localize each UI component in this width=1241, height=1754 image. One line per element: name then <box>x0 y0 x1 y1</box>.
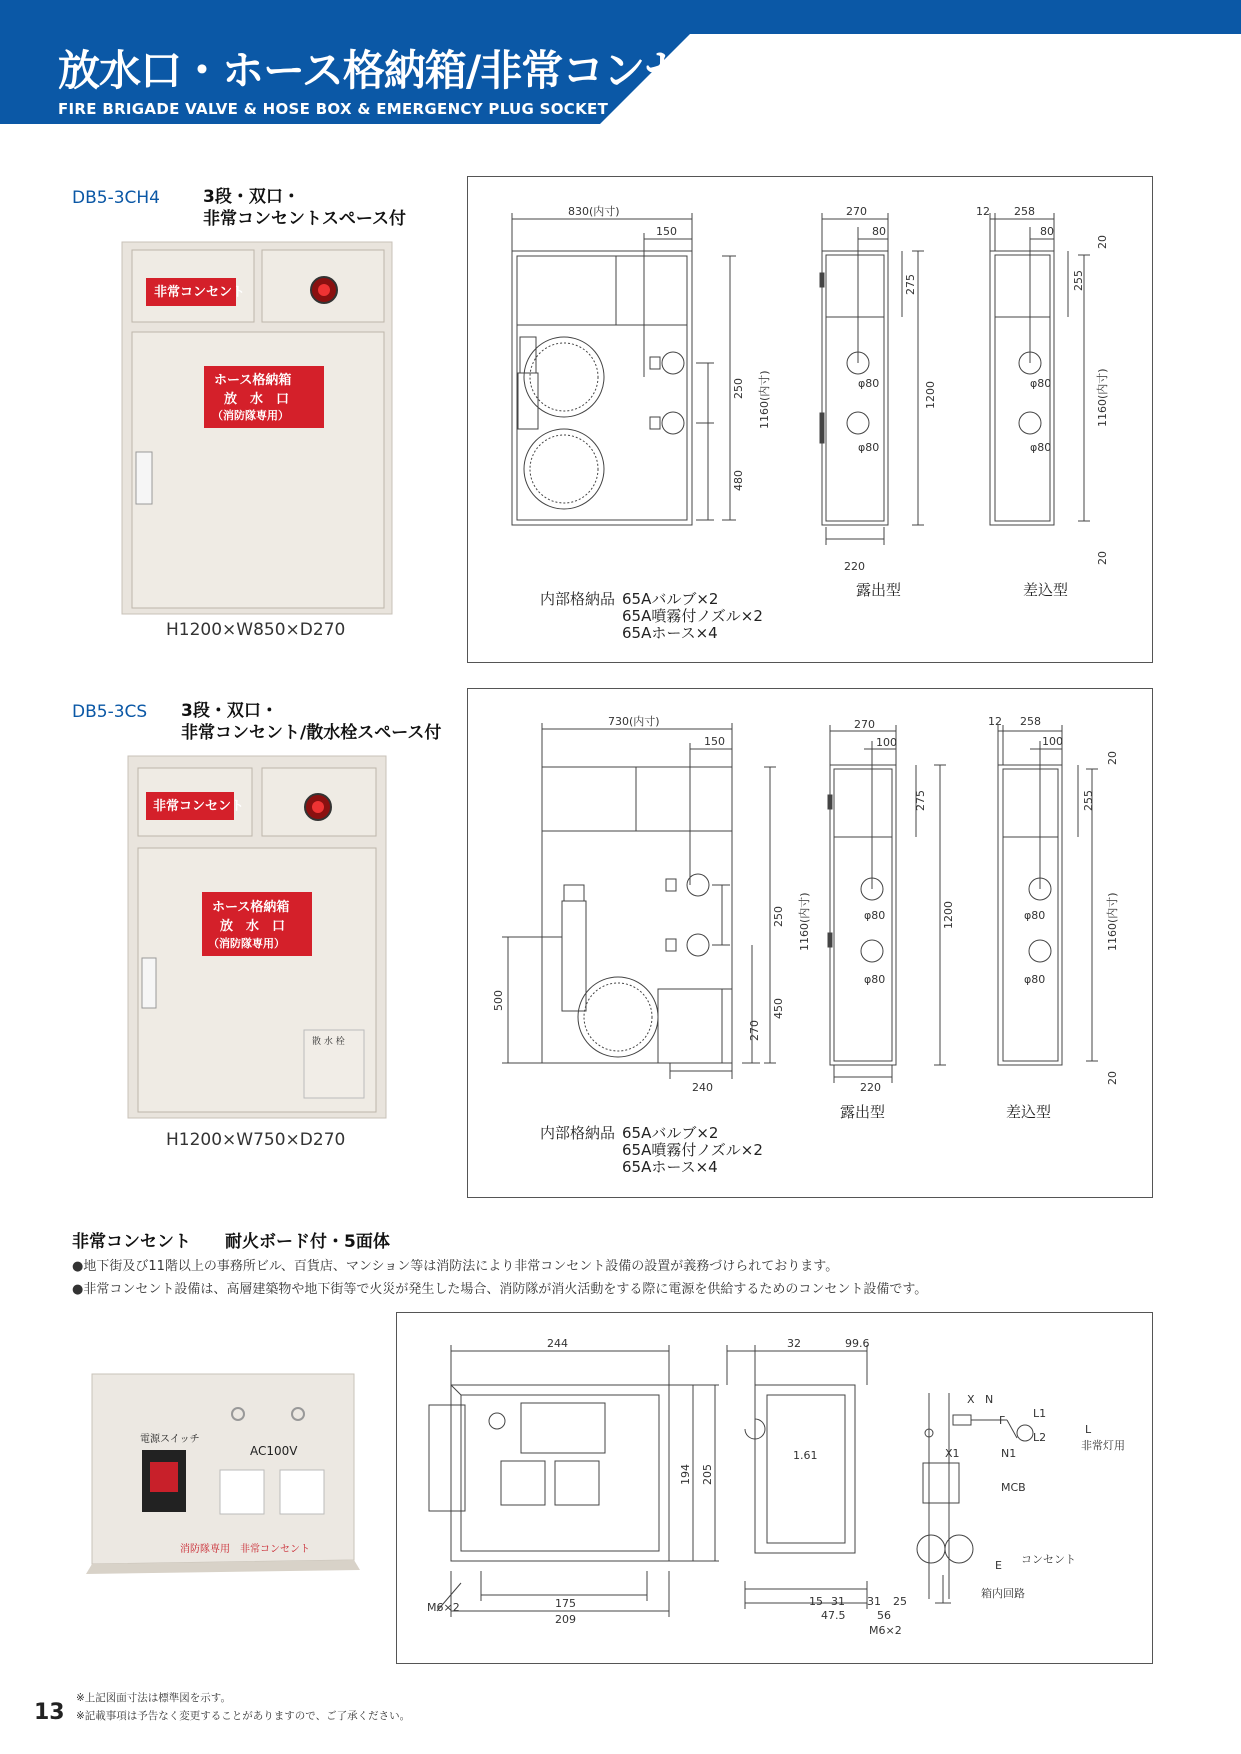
product-1-dim-480: 480 <box>732 470 745 491</box>
product-2-dim-240: 240 <box>692 1081 713 1094</box>
circuit-lamp: 非常灯用 <box>1081 1439 1125 1452</box>
footer-note-2: ※記載事項は予告なく変更することがありますので、ご了承ください。 <box>76 1710 411 1722</box>
product-1-dim-width: 830(内寸) <box>568 205 620 218</box>
product-1-photo <box>118 240 398 620</box>
outlet-dim-175: 175 <box>555 1597 576 1610</box>
product-1-flush-20-bot: 20 <box>1096 551 1109 565</box>
product-1-side-275: 275 <box>904 274 917 295</box>
product-2-contents-3: 65Aホース×4 <box>622 1158 718 1176</box>
page-subtitle: FIRE BRIGADE VALVE & HOSE BOX & EMERGENCY PLUG SOCKET <box>58 100 609 118</box>
product-2-door-label-1: ホース格納箱 <box>212 900 290 915</box>
product-2-side-275: 275 <box>914 790 927 811</box>
product-2-door-label-2: 放 水 口 <box>220 919 286 934</box>
product-1-side-phi-1: φ80 <box>858 377 880 390</box>
product-2-side-100: 100 <box>876 736 897 749</box>
outlet-section-title: 非常コンセント 耐火ボード付・5面体 <box>72 1232 390 1252</box>
outlet-dim-194: 194 <box>679 1464 692 1485</box>
product-2-dim-1160: 1160(内寸) <box>798 892 811 951</box>
product-1-desc-1: 3段・双口・ <box>203 187 300 207</box>
product-2-contents-title: 内部格納品 <box>540 1124 616 1142</box>
product-1-contents-1: 65Aバルブ×2 <box>622 590 719 608</box>
outlet-photo <box>84 1364 364 1576</box>
product-1-flush-80: 80 <box>1040 225 1054 238</box>
product-1-flush-1160: 1160(内寸) <box>1096 368 1109 427</box>
product-2-label-flush: 差込型 <box>1006 1103 1052 1121</box>
circuit-l: L <box>1085 1423 1092 1436</box>
product-2-flush-1160: 1160(内寸) <box>1106 892 1119 951</box>
product-2-flush-phi-1: φ80 <box>1024 909 1046 922</box>
circuit-n: N <box>985 1393 994 1406</box>
product-1-door-label-3: （消防隊専用） <box>212 409 289 422</box>
circuit-l2: L2 <box>1033 1431 1047 1444</box>
circuit-n1: N1 <box>1001 1447 1017 1460</box>
outlet-dim-56: 56 <box>877 1609 891 1622</box>
outlet-dim-244: 244 <box>547 1337 568 1350</box>
product-2-desc-1: 3段・双口・ <box>181 701 278 721</box>
footer-note-1: ※上記図面寸法は標準図を示す。 <box>76 1692 231 1704</box>
circuit-f: F <box>999 1414 1006 1427</box>
product-2-contents-1: 65Aバルブ×2 <box>622 1124 719 1142</box>
product-1-contents-2: 65A噴霧付ノズル×2 <box>622 607 763 625</box>
product-1-door-label-1: ホース格納箱 <box>214 373 292 388</box>
product-2-door-label-3: （消防隊専用） <box>208 937 285 950</box>
product-1-side-270: 270 <box>846 205 867 218</box>
product-2-sub-label: 散 水 栓 <box>312 1037 345 1047</box>
outlet-bullet-1: ●地下街及び11階以上の事務所ビル、百貨店、マンション等は消防法により非常コンセント設備の設置が義務づけられております。 <box>72 1259 839 1274</box>
product-1-side-phi-2: φ80 <box>858 441 880 454</box>
product-1-size: H1200×W850×D270 <box>166 620 346 640</box>
product-1-side-1200: 1200 <box>924 381 937 409</box>
product-1-desc-2: 非常コンセントスペース付 <box>203 209 406 229</box>
product-2-dim-250: 250 <box>772 906 785 927</box>
product-2-desc-2: 非常コンセント/散水栓スペース付 <box>181 723 442 743</box>
circuit-x: X <box>967 1393 975 1406</box>
product-1-label-exposed: 露出型 <box>856 581 902 599</box>
outlet-photo-bottom-label: 消防隊専用 非常コンセント <box>180 1544 310 1555</box>
outlet-drawing <box>397 1313 1152 1663</box>
product-2-side-220: 220 <box>860 1081 881 1094</box>
product-1-side-80: 80 <box>872 225 886 238</box>
outlet-dim-205: 205 <box>701 1464 714 1485</box>
outlet-dim-25: 25 <box>893 1595 907 1608</box>
product-2-size: H1200×W750×D270 <box>166 1130 346 1150</box>
product-2-panel-label: 非常コンセント <box>153 799 245 814</box>
product-2-contents-2: 65A噴霧付ノズル×2 <box>622 1141 763 1159</box>
product-1-flush-12: 12 <box>976 205 990 218</box>
product-1-dim-150: 150 <box>656 225 677 238</box>
outlet-dim-996: 99.6 <box>845 1337 870 1350</box>
product-2-flush-12: 12 <box>988 715 1002 728</box>
circuit-x1: X1 <box>945 1447 960 1460</box>
outlet-dim-15: 15 <box>809 1595 823 1608</box>
page-title: 放水口・ホース格納箱/非常コンセント <box>58 46 768 95</box>
product-2-flush-20-bot: 20 <box>1106 1071 1119 1085</box>
product-1-panel-label: 非常コンセント <box>154 285 246 300</box>
product-1-dim-250: 250 <box>732 378 745 399</box>
product-1-model: DB5-3CH4 <box>72 188 160 208</box>
outlet-photo-switch-label: 電源スイッチ <box>140 1434 200 1445</box>
product-2-side-270: 270 <box>854 718 875 731</box>
product-2-drawing-frame <box>467 688 1153 1198</box>
product-2-model: DB5-3CS <box>72 702 148 722</box>
circuit-ground: 箱内回路 <box>981 1587 1025 1600</box>
product-1-flush-phi-2: φ80 <box>1030 441 1052 454</box>
product-1-label-flush: 差込型 <box>1023 581 1069 599</box>
product-2-label-exposed: 露出型 <box>840 1103 886 1121</box>
product-1-flush-phi-1: φ80 <box>1030 377 1052 390</box>
circuit-l1: L1 <box>1033 1407 1047 1420</box>
product-2-dim-150: 150 <box>704 735 725 748</box>
outlet-dim-31b: 31 <box>867 1595 881 1608</box>
outlet-dim-32: 32 <box>787 1337 801 1350</box>
product-2-dim-270: 270 <box>748 1020 761 1041</box>
outlet-dim-m6-front: M6×2 <box>427 1601 460 1614</box>
outlet-dim-161: 1.61 <box>793 1449 818 1462</box>
product-2-dim-500: 500 <box>492 990 505 1011</box>
circuit-e: E <box>995 1559 1002 1572</box>
product-1-contents-3: 65Aホース×4 <box>622 624 718 642</box>
outlet-bullet-2: ●非常コンセント設備は、高層建築物や地下街等で火災が発生した場合、消防隊が消火活動をする際に電源を供給するためのコンセント設備です。 <box>72 1282 928 1297</box>
product-2-flush-100: 100 <box>1042 735 1063 748</box>
circuit-mcb: MCB <box>1001 1481 1026 1494</box>
product-2-dim-width: 730(内寸) <box>608 715 660 728</box>
outlet-dim-209: 209 <box>555 1613 576 1626</box>
product-2-flush-20-top: 20 <box>1106 751 1119 765</box>
product-1-drawing-frame <box>467 176 1153 663</box>
product-1-contents-title: 内部格納品 <box>540 590 616 608</box>
product-2-flush-258: 258 <box>1020 715 1041 728</box>
product-1-side-220: 220 <box>844 560 865 573</box>
outlet-dim-475: 47.5 <box>821 1609 846 1622</box>
outlet-drawing-frame <box>396 1312 1153 1664</box>
product-2-flush-phi-2: φ80 <box>1024 973 1046 986</box>
product-2-photo <box>124 754 392 1124</box>
product-2-side-1200: 1200 <box>942 901 955 929</box>
product-1-door-label-2: 放 水 口 <box>224 392 290 407</box>
outlet-dim-m6-side: M6×2 <box>869 1624 902 1637</box>
circuit-outlet: コンセント <box>1021 1553 1076 1566</box>
page-number: 13 <box>34 1700 65 1725</box>
product-2-flush-255: 255 <box>1082 790 1095 811</box>
product-1-flush-255: 255 <box>1072 270 1085 291</box>
product-2-side-phi-2: φ80 <box>864 973 886 986</box>
product-1-flush-258: 258 <box>1014 205 1035 218</box>
product-1-flush-20-top: 20 <box>1096 235 1109 249</box>
product-2-side-phi-1: φ80 <box>864 909 886 922</box>
outlet-photo-voltage: AC100V <box>250 1444 298 1458</box>
product-2-dim-450: 450 <box>772 998 785 1019</box>
product-1-dim-1160: 1160(内寸) <box>758 370 771 429</box>
outlet-dim-31a: 31 <box>831 1595 845 1608</box>
